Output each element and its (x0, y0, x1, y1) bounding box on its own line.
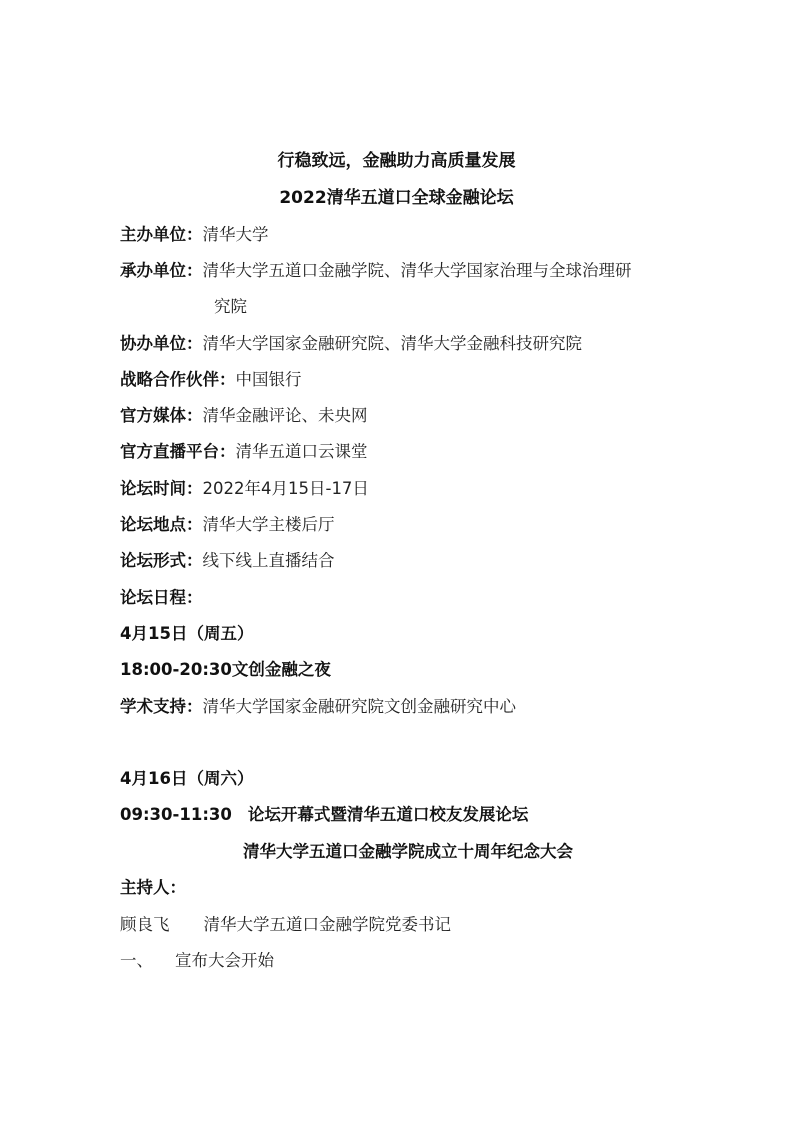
day2-session-subtitle: 清华大学五道口金融学院成立十周年纪念大会 (243, 842, 573, 861)
moderator-title: 清华大学五道口金融学院党委书记 (203, 915, 451, 934)
agenda-item-1-text: 宣布大会开始 (175, 951, 274, 970)
venue-value: 清华大学主楼后厅 (202, 515, 335, 534)
agenda-item-1-number: 一、 (120, 951, 153, 970)
day2-session-title: 论坛开幕式暨清华五道口校友发展论坛 (247, 805, 529, 824)
moderator-row (120, 913, 720, 937)
moderator-name: 顾良飞 (120, 915, 170, 934)
organizer-value: 清华大学五道口金融学院、清华大学国家治理与全球治理研 (202, 261, 632, 280)
partner-label: 战略合作伙伴： (120, 370, 236, 389)
co-organizer-value: 清华大学国家金融研究院、清华大学金融科技研究院 (202, 334, 582, 353)
partner-row (120, 368, 720, 392)
organizer-row (120, 259, 720, 283)
day1-date: 4月15日（周五） (120, 624, 254, 643)
organizer-label: 承办单位： (120, 261, 203, 280)
co-organizer-row (120, 332, 720, 356)
venue-label: 论坛地点： (120, 515, 203, 534)
document-title: 行稳致远，金融助力高质量发展 (277, 151, 516, 171)
format-label: 论坛形式： (120, 551, 203, 570)
time-label: 论坛时间： (120, 479, 203, 498)
media-value: 清华金融评论、未央网 (202, 406, 368, 425)
day1-support-row (120, 695, 720, 719)
moderator-label: 主持人： (120, 878, 186, 897)
host-label: 主办单位： (120, 225, 203, 244)
time-value: 2022年4月15日-17日 (202, 479, 369, 498)
partner-value: 中国银行 (235, 370, 302, 389)
live-label: 官方直播平台： (120, 442, 236, 461)
format-row (120, 549, 720, 573)
media-label: 官方媒体： (120, 406, 203, 425)
host-value: 清华大学 (202, 225, 269, 244)
time-row (120, 477, 720, 501)
host-row (120, 223, 720, 247)
schedule-heading: 论坛日程： (120, 588, 203, 607)
co-organizer-label: 协办单位： (120, 334, 203, 353)
day1-session: 18:00-20:30文创金融之夜 (120, 660, 331, 679)
live-value: 清华五道口云课堂 (235, 442, 368, 461)
day1-support-label: 学术支持： (120, 697, 203, 716)
media-row (120, 404, 720, 428)
agenda-item-1 (120, 949, 720, 973)
day2-session-time: 09:30-11:30 (120, 805, 232, 824)
day2-date: 4月16日（周六） (120, 769, 254, 788)
live-row (120, 440, 720, 464)
venue-row (120, 513, 720, 537)
day2-session-row (120, 803, 720, 827)
organizer-value-continued: 究院 (214, 297, 247, 316)
forum-name: 2022清华五道口全球金融论坛 (279, 188, 514, 208)
format-value: 线下线上直播结合 (202, 551, 335, 570)
day1-support-value: 清华大学国家金融研究院文创金融研究中心 (202, 697, 516, 716)
